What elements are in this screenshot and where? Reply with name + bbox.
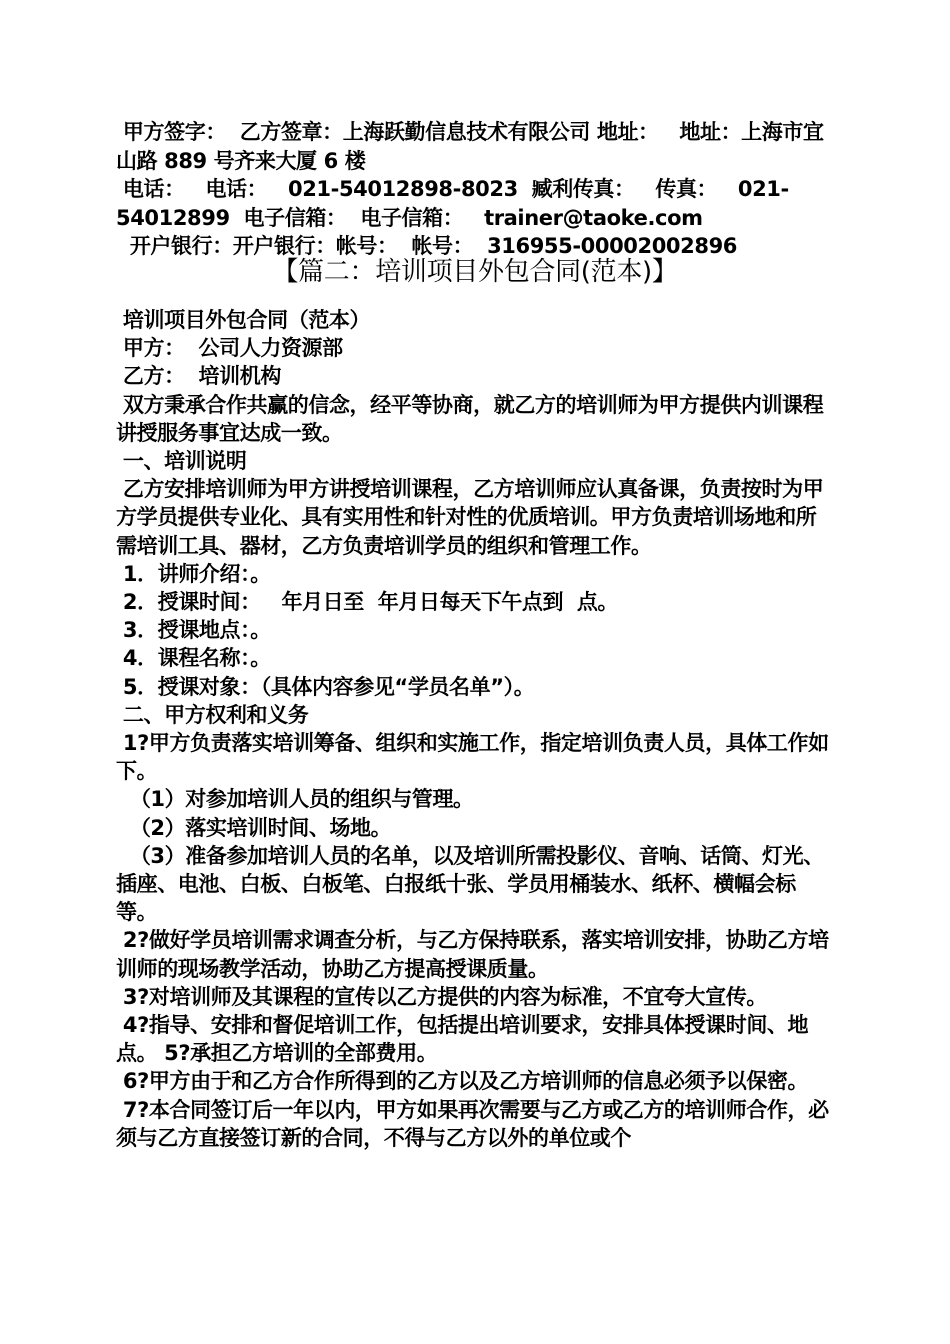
clause-a3: 3?对培训师及其课程的宣传以乙方提供的内容为标准，不宜夸大宣传。 <box>116 984 767 1009</box>
clause-a2: 2?做好学员培训需求调查分析，与乙方保持联系，落实培训安排，协助乙方培训师的现场教学活动，协助乙方提高授课质量。 <box>116 928 829 981</box>
contract-title: 培训项目外包合同（范本） <box>116 308 371 332</box>
phone-fax-email-line: 电话： 电话： 021-54012898-8023 臧利传真： 传真： 021-54012899 电子信箱： 电子信箱： trainer@taoke.com <box>116 177 789 230</box>
contract-body <box>116 306 836 1152</box>
section-heading: 【篇二：培训项目外包合同(范本)】 <box>272 257 678 287</box>
clause-a1-sub1: （1）对参加培训人员的组织与管理。 <box>116 787 474 812</box>
section-heading-party-a-rights: 二、甲方权利和义务 <box>116 702 309 727</box>
item-location: 3．授课地点：。 <box>116 618 271 643</box>
clause-a1-sub2: （2）落实培训时间、场地。 <box>116 815 392 840</box>
contact-info-block <box>116 118 836 261</box>
party-a: 甲方： 公司人力资源部 <box>116 336 343 361</box>
section-heading-training: 一、培训说明 <box>116 449 247 474</box>
item-time: 2．授课时间： 年月日至 年月日每天下午点到 点。 <box>116 590 619 615</box>
item-lecturer: 1．讲师介绍：。 <box>116 561 271 586</box>
item-audience: 5．授课对象：（具体内容参见“学员名单”）。 <box>116 674 535 699</box>
clause-a6: 6?甲方由于和乙方合作所得到的乙方以及乙方培训师的信息必须予以保密。 <box>116 1069 809 1094</box>
clause-a7: 7?本合同签订后一年以内，甲方如果再次需要与乙方或乙方的培训师合作，必须与乙方直接签订新的合同，不得与乙方以外的单位或个 <box>116 1097 829 1150</box>
clause-a4-a5: 4?指导、安排和督促培训工作，包括提出培训要求，安排具体授课时间、地点。 5?承担乙方培训的全部费用。 <box>116 1013 809 1066</box>
training-description-paragraph: 乙方安排培训师为甲方讲授培训课程，乙方培训师应认真备课，负责按时为甲方学员提供专业化、具有实用性和针对性的优质培训。甲方负责培训场地和所需培训工具、器材，乙方负责培训学员的组织和管理工作。 <box>116 477 824 558</box>
item-course-name: 4．课程名称：。 <box>116 646 271 671</box>
clause-a1: 1?甲方负责落实培训筹备、组织和实施工作，指定培训负责人员，具体工作如下。 <box>116 731 829 784</box>
bank-account-line: 开户银行：开户银行：帐号： 帐号： 316955-00002002896 <box>116 234 737 258</box>
clause-a1-sub3: （3）准备参加培训人员的名单，以及培训所需投影仪、音响、话筒、灯光、插座、电池、白板、白板笔、白报纸十张、学员用桶装水、纸杯、横幅会标等。 <box>116 843 824 925</box>
party-b: 乙方： 培训机构 <box>116 364 281 389</box>
signature-address-line: 甲方签字： 乙方签章：上海跃勤信息技术有限公司 地址： 地址：上海市宜山路 889 号齐来大厦 6 楼 <box>116 120 824 173</box>
preamble-paragraph: 双方秉承合作共赢的信念，经平等协商，就乙方的培训师为甲方提供内训课程讲授服务事宜达成一致。 <box>116 392 824 445</box>
